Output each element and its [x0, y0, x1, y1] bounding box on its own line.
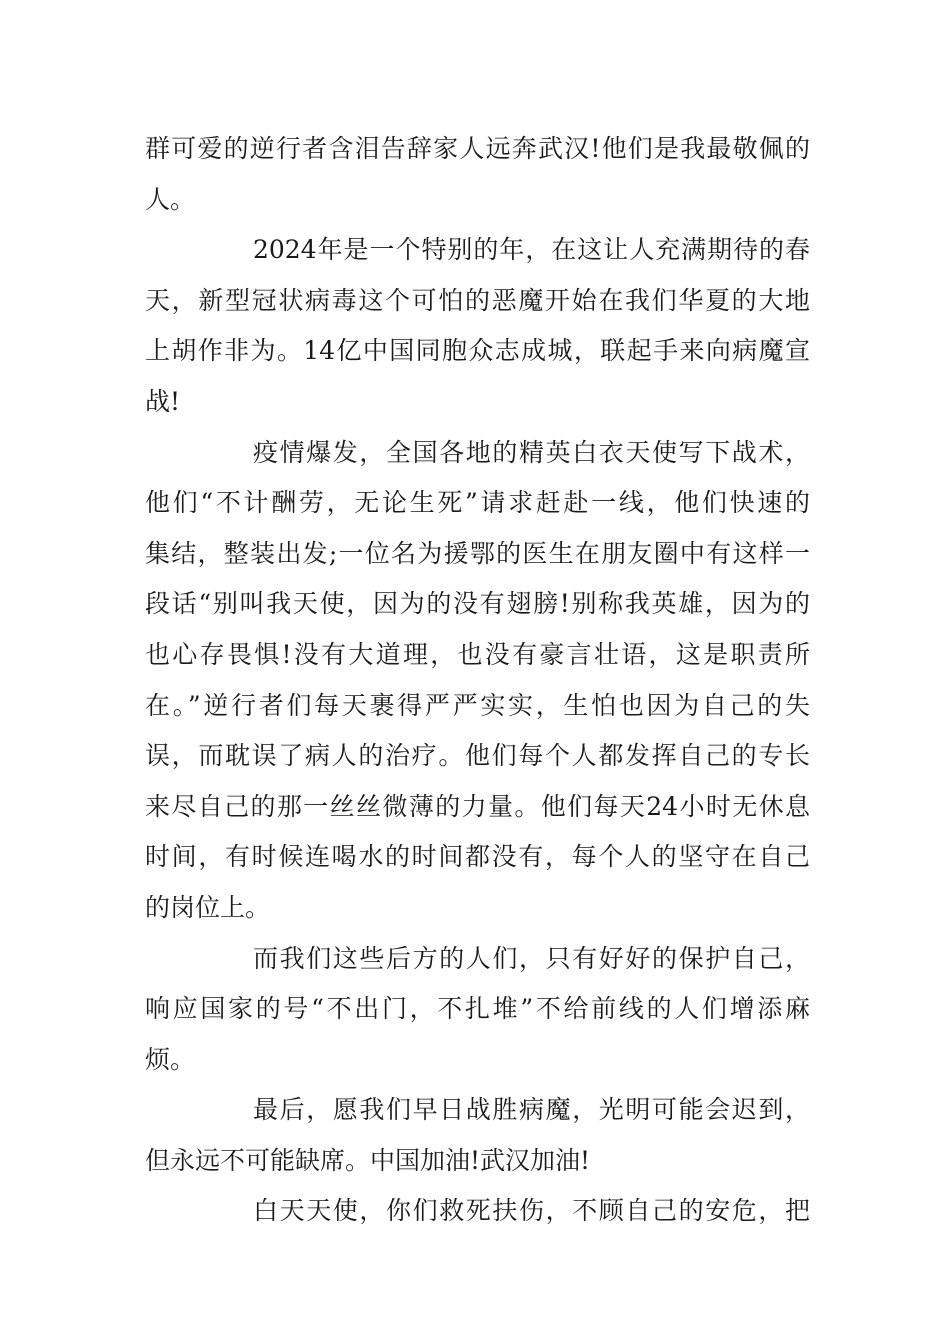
text-line: 疫情爆发，全国各地的精英白衣天使写下战术，	[253, 437, 810, 467]
text-line: 战!	[145, 386, 181, 416]
document-body	[145, 124, 810, 1237]
text-line: 段话“别叫我天使，因为的没有翅膀!别称我英雄，因为的	[145, 589, 810, 619]
text-line: 烦。	[145, 1044, 196, 1074]
text-line: 白天天使，你们救死扶伤，不顾自己的安危，把	[253, 1196, 810, 1226]
text-line: 他们“不计酬劳，无论生死”请求赶赴一线，他们快速的	[145, 488, 810, 518]
text-line: 人。	[145, 184, 196, 214]
text-line: 最后，愿我们早日战胜病魔，光明可能会迟到，	[253, 1095, 810, 1125]
paragraph	[145, 934, 810, 1086]
paragraph	[145, 124, 810, 225]
paragraph	[145, 1186, 810, 1237]
text-line: 在。”逆行者们每天裹得严严实实，生怕也因为自己的失	[145, 690, 810, 720]
text-line: 时间，有时候连喝水的时间都没有，每个人的坚守在自己	[145, 842, 810, 872]
text-line: 2024年是一个特别的年，在这让人充满期待的春	[253, 235, 810, 265]
text-line: 但永远不可能缺席。中国加油!武汉加油!	[145, 1145, 591, 1175]
paragraph	[145, 225, 810, 427]
text-line: 响应国家的号“不出门，不扎堆”不给前线的人们增添麻	[145, 994, 810, 1024]
text-line: 集结，整装出发;一位名为援鄂的医生在朋友圈中有这样一	[145, 538, 810, 568]
text-line: 误，而耽误了病人的治疗。他们每个人都发挥自己的专长	[145, 741, 810, 771]
text-line: 天，新型冠状病毒这个可怕的恶魔开始在我们华夏的大地	[145, 285, 810, 315]
text-line: 而我们这些后方的人们，只有好好的保护自己，	[253, 943, 810, 973]
paragraph	[145, 428, 810, 934]
text-line: 来尽自己的那一丝丝微薄的力量。他们每天24小时无休息	[145, 791, 810, 821]
text-line: 的岗位上。	[145, 892, 271, 922]
text-line: 群可爱的逆行者含泪告辞家人远奔武汉!他们是我最敬佩的	[145, 134, 810, 163]
text-line: 上胡作非为。14亿中国同胞众志成城，联起手来向病魔宣	[145, 336, 810, 366]
text-line: 也心存畏惧!没有大道理，也没有豪言壮语，这是职责所	[145, 639, 810, 669]
paragraph	[145, 1085, 810, 1186]
